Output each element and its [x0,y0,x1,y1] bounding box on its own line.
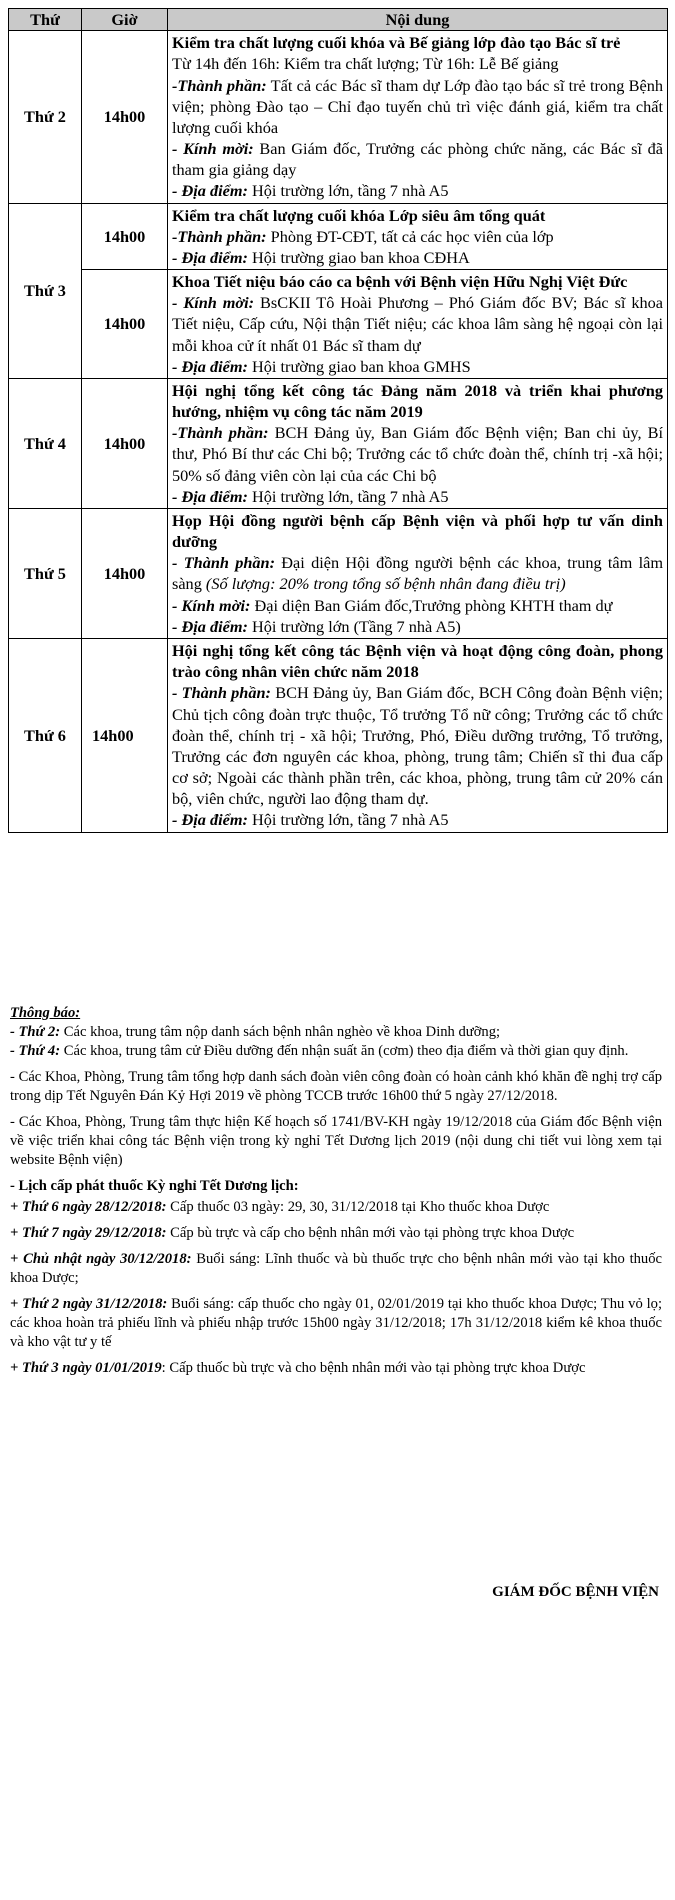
table-header-row [9,9,668,31]
schedule-sheet [8,8,668,833]
event-participants: -Thành phần: Tất cả các Bác sĩ tham dự Lớp đào tạo bác sĩ trẻ trong Bệnh viện; phòng Đào tạo – Chỉ đạo tuyến chủ trì việc đánh giá, kiểm tra chất lượng cuối khóa [172,75,663,137]
content-cell [168,203,668,270]
signature-title: GIÁM ĐỐC BỆNH VIỆN [492,1584,659,1600]
schedule-table [8,8,668,833]
table-row [9,378,668,508]
event-location: - Địa điểm: Hội trường lớn (Tầng 7 nhà A5) [172,616,461,636]
event-title: Họp Hội đồng người bệnh cấp Bệnh viện và phối hợp tư vấn dinh dưỡng [172,510,663,552]
event-invited: - Kính mời: Đại diện Ban Giám đốc,Trưởng phòng KHTH tham dự [172,595,613,615]
table-row [9,203,668,270]
notice-item: - Các Khoa, Phòng, Trung tâm thực hiện Kế hoạch số 1741/BV-KH ngày 19/12/2018 của Giám đốc Bệnh viện về việc triển khai công tác Bệnh viện trong kỳ nghỉ Tết Dương lịch 2019 (nội dung chi tiết vui lòng xem tại website Bệnh viện) [10,1113,662,1168]
drug-schedule-heading: - Lịch cấp phát thuốc Kỳ nghỉ Tết Dương lịch: [10,1177,299,1194]
event-invited: - Kính mời: Ban Giám đốc, Trưởng các phòng chức năng, các Bác sĩ đã tham gia giảng dạy [172,139,663,180]
content-cell [168,270,668,379]
event-participants: - Thành phần: Đại diện Hội đồng người bệnh các khoa, trung tâm lâm sàng (Số lượng: 20% trong tổng số bệnh nhân đang điều trị) [172,553,663,594]
table-row [9,508,668,638]
time-cell: 14h00 [82,378,168,508]
header-day: Thứ [9,9,82,31]
event-title: Kiểm tra chất lượng cuối khóa Lớp siêu âm tổng quát [172,205,546,225]
time-cell: 14h00 [82,638,168,832]
content-cell [168,378,668,508]
notice-item: - Thứ 2: Các khoa, trung tâm nộp danh sách bệnh nhân nghèo về khoa Dinh dưỡng; [10,1023,501,1040]
drug-schedule-item: + Thứ 6 ngày 28/12/2018: Cấp thuốc 03 ngày: 29, 30, 31/12/2018 tại Kho thuốc khoa Dược [10,1198,550,1215]
drug-schedule-item: + Thứ 2 ngày 31/12/2018: Buổi sáng: cấp thuốc cho ngày 01, 02/01/2019 tại kho thuốc khoa Dược; Thu vỏ lọ; các khoa hoàn trả phiếu lĩnh và phiếu nhập trước 15h00 ngày 31/12/2018; 17h 31/12/2018 kiểm kê khoa thuốc và kho vật tư y tế [10,1295,662,1350]
time-cell: 14h00 [82,508,168,638]
day-cell: Thứ 5 [9,508,82,638]
table-row [9,638,668,832]
table-row [9,270,668,379]
header-content: Nội dung [168,9,668,31]
header-time: Giờ [82,9,168,31]
notice-item: - Thứ 4: Các khoa, trung tâm cử Điều dưỡng đến nhận suất ăn (cơm) theo địa điểm và thời gian quy định. [10,1042,629,1059]
event-title: Khoa Tiết niệu báo cáo ca bệnh với Bệnh viện Hữu Nghị Việt Đức [172,272,628,292]
time-cell: 14h00 [82,270,168,379]
drug-schedule-item: + Chủ nhật ngày 30/12/2018: Buổi sáng: Lĩnh thuốc và bù thuốc trực cho bệnh nhân mới vào tại kho thuốc khoa Dược; [10,1250,662,1286]
drug-schedule-item: + Thứ 3 ngày 01/01/2019: Cấp thuốc bù trực và cho bệnh nhân mới vào tại phòng trực khoa Dược [10,1359,586,1376]
event-location: - Địa điểm: Hội trường giao ban khoa GMHS [172,356,471,376]
time-cell: 14h00 [82,203,168,270]
event-participants: -Thành phần: Phòng ĐT-CĐT, tất cả các học viên của lớp [172,226,554,246]
notice-section [10,1004,662,1384]
content-cell [168,638,668,832]
notice-heading: Thông báo: [10,1005,81,1021]
drug-schedule-item: + Thứ 7 ngày 29/12/2018: Cấp bù trực và cấp cho bệnh nhân mới vào tại phòng trực khoa Dược [10,1224,575,1241]
event-location: - Địa điểm: Hội trường lớn, tầng 7 nhà A5 [172,181,449,201]
content-cell [168,31,668,203]
event-location: - Địa điểm: Hội trường lớn, tầng 7 nhà A5 [172,810,449,830]
day-cell: Thứ 2 [9,31,82,203]
event-location: - Địa điểm: Hội trường lớn, tầng 7 nhà A5 [172,486,449,506]
event-title: Hội nghị tổng kết công tác Đảng năm 2018 và triển khai phương hướng, nhiệm vụ công tác năm 2019 [172,380,663,422]
event-title: Hội nghị tổng kết công tác Bệnh viện và hoạt động công đoàn, phong trào công nhân viên chức năm 2018 [172,640,663,682]
notice-item: - Các Khoa, Phòng, Trung tâm tổng hợp danh sách đoàn viên công đoàn có hoàn cảnh khó khăn đề nghị trợ cấp trong dịp Tết Nguyên Đán Kỷ Hợi 2019 về phòng TCCB trước 16h00 thứ 5 ngày 27/12/2018. [10,1068,662,1104]
event-title: Kiểm tra chất lượng cuối khóa và Bế giảng lớp đào tạo Bác sĩ trẻ [172,33,621,53]
day-cell: Thứ 6 [9,638,82,832]
event-line: Từ 14h đến 16h: Kiểm tra chất lượng; Từ 16h: Lễ Bế giảng [172,54,559,74]
day-cell: Thứ 3 [9,203,82,378]
event-participants: -Thành phần: BCH Đảng ủy, Ban Giám đốc Bệnh viện; Ban chi ủy, Bí thư, Phó Bí thư các Chi bộ; Trưởng các tổ chức đoàn thể, chính trị -xã hội; 50% số đảng viên còn lại của các Chi bộ [172,423,663,485]
event-invited: - Kính mời: BsCKII Tô Hoài Phương – Phó Giám đốc BV; Bác sĩ khoa Tiết niệu, Cấp cứu, Nội thận Tiết niệu; các khoa lâm sàng hệ ngoại còn lại mỗi khoa cử ít nhất 01 Bác sĩ tham dự [172,293,663,355]
day-cell: Thứ 4 [9,378,82,508]
time-cell: 14h00 [82,31,168,203]
content-cell [168,508,668,638]
event-location: - Địa điểm: Hội trường giao ban khoa CĐHA [172,247,470,267]
table-row [9,31,668,203]
event-participants: - Thành phần: BCH Đảng ủy, Ban Giám đốc, BCH Công đoàn Bệnh viện; Chủ tịch công đoàn trực thuộc, Tổ trưởng Tổ nữ công; Trưởng các tổ chức đoàn thể, chính trị - xã hội; Trưởng, Phó, Điều dưỡng trưởng, Tổ trưởng, Trưởng các đơn nguyên các khoa, phòng, trung tâm; Chiến sĩ thi đua cấp cơ sở; Ngoài các thành phần trên, các khoa, phòng, trung tâm cử 20% cán bộ, viên chức, người lao động tham dự. [172,683,663,809]
